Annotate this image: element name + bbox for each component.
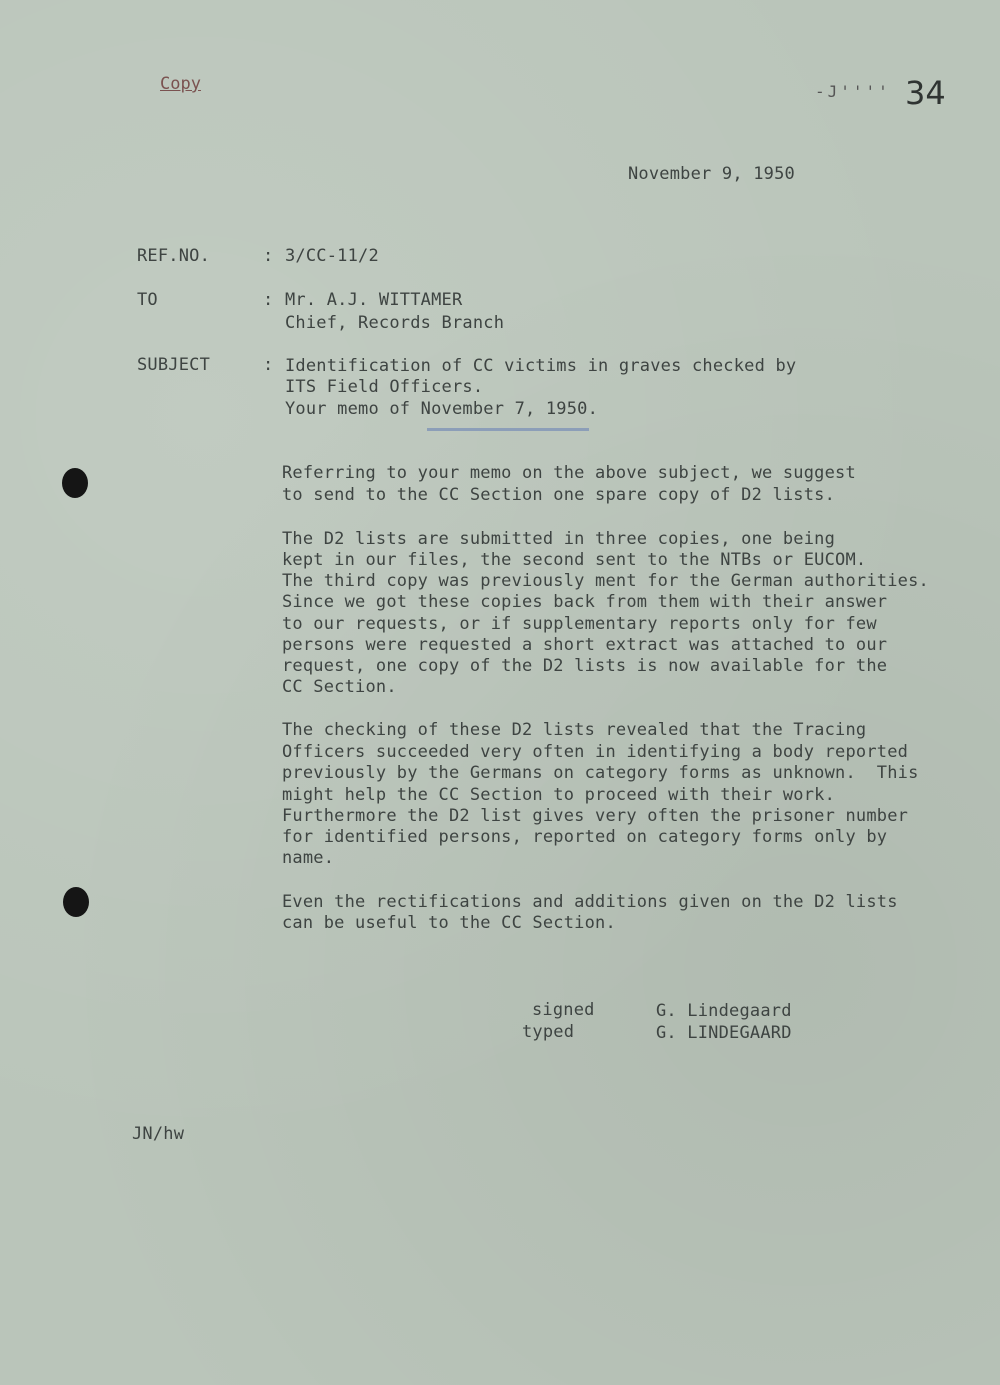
paragraph-4-line: can be useful to the CC Section. [282, 913, 616, 933]
paragraph-3-line: for identified persons, reported on category forms only by [282, 827, 888, 847]
paragraph-3-line: might help the CC Section to proceed with their work. [282, 785, 836, 805]
subject-line-3: Your memo of November 7, 1950. [285, 399, 599, 419]
subject-label: SUBJECT [137, 355, 211, 375]
to-recipient-title: Chief, Records Branch [285, 313, 505, 333]
reference-initials: JN/hw [132, 1124, 185, 1144]
page-number: 34 [905, 74, 946, 112]
subject-colon: : [263, 355, 274, 375]
subject-line-2: ITS Field Officers. [285, 377, 484, 397]
paragraph-3-line: previously by the Germans on category forms as unknown. This [282, 763, 919, 783]
subject-line-1: Identification of CC victims in graves checked by [285, 356, 797, 376]
paragraph-2-line: The D2 lists are submitted in three copies, one being [282, 529, 836, 549]
paragraph-2-line: request, one copy of the D2 lists is now available for the [282, 656, 888, 676]
paragraph-3-line: The checking of these D2 lists revealed that the Tracing [282, 720, 867, 740]
paragraph-2-line: persons were requested a short extract was attached to our [282, 635, 888, 655]
ref-value: 3/CC-11/2 [285, 246, 379, 266]
punch-hole-bottom [63, 887, 89, 917]
paragraph-2-line: kept in our files, the second sent to the NTBs or EUCOM. [282, 550, 867, 570]
paragraph-3-line: Furthermore the D2 list gives very often the prisoner number [282, 806, 909, 826]
signed-name: G. Lindegaard [656, 1001, 792, 1021]
blue-pencil-underline [427, 428, 589, 431]
paragraph-2-line: CC Section. [282, 677, 397, 697]
punch-hole-top [62, 468, 88, 498]
paragraph-1-line: to send to the CC Section one spare copy of D2 lists. [282, 485, 836, 505]
archive-stamp: -J'''' [815, 82, 891, 101]
to-label: TO [137, 290, 158, 310]
ref-label: REF.NO. [137, 246, 211, 266]
paragraph-2-line: The third copy was previously ment for the German authorities. [282, 571, 929, 591]
typed-name: G. LINDEGAARD [656, 1023, 792, 1043]
paragraph-2-line: to our requests, or if supplementary reports only for few [282, 614, 877, 634]
signed-label: signed [532, 1000, 595, 1020]
to-recipient-name: Mr. A.J. WITTAMER [285, 290, 463, 310]
paragraph-4-line: Even the rectifications and additions given on the D2 lists [282, 892, 898, 912]
copy-mark: Copy [160, 74, 201, 94]
paragraph-2-line: Since we got these copies back from them with their answer [282, 592, 888, 612]
letter-date: November 9, 1950 [628, 164, 795, 184]
ref-colon: : [263, 246, 274, 266]
paragraph-3-line: name. [282, 848, 335, 868]
paragraph-3-line: Officers succeeded very often in identifying a body reported [282, 742, 909, 762]
to-colon: : [263, 290, 274, 310]
typed-label: typed [522, 1022, 575, 1042]
paragraph-1-line: Referring to your memo on the above subject, we suggest [282, 463, 856, 483]
